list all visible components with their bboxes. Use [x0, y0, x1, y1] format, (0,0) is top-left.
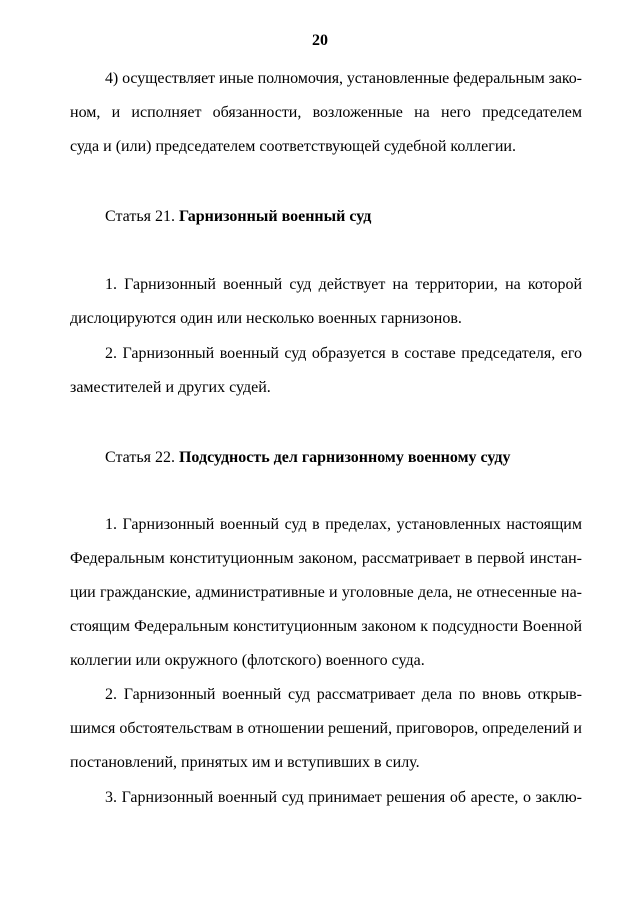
article-21-label: Статья 21. — [105, 208, 175, 225]
text-line: заместителей и других судей. — [70, 379, 271, 396]
article-22-paragraph-3 — [70, 781, 582, 815]
text-line: суда и (или) председателем соответствующей судебной коллегии. — [70, 138, 516, 155]
text-line: 2. Гарнизонный военный суд рассматривает дела по вновь открыв- — [105, 686, 582, 703]
text-line: 4) осуществляет иные полномочия, установленные федеральным зако- — [105, 70, 582, 87]
article-22-label: Статья 22. — [105, 449, 175, 466]
text-line: Федеральным конституционным законом, рассматривает в первой инстан- — [70, 550, 582, 567]
text-line: 2. Гарнизонный военный суд образуется в составе председателя, его — [105, 345, 582, 362]
text-line: ном, и исполняет обязанности, возложенные на него председателем — [70, 104, 582, 121]
page-number: 20 — [312, 32, 328, 49]
text-line: стоящим Федеральным конституционным законом к подсудности Военной — [70, 618, 582, 635]
text-line: дислоцируются один или несколько военных гарнизонов. — [70, 310, 462, 327]
article-21-paragraph-2 — [70, 337, 582, 405]
paragraph-item-4 — [70, 62, 582, 164]
article-22-paragraph-2 — [70, 678, 582, 780]
text-line: 3. Гарнизонный военный суд принимает решения об аресте, о заклю- — [105, 789, 582, 806]
article-21-heading — [105, 207, 585, 227]
text-line: ции гражданские, административные и уголовные дела, не отнесенные на- — [70, 584, 582, 601]
article-22-paragraph-1 — [70, 508, 582, 678]
text-line: 1. Гарнизонный военный суд в пределах, установленных настоящим — [105, 516, 582, 533]
text-line: коллегии или окружного (флотского) военного суда. — [70, 652, 425, 669]
text-line: шимся обстоятельствам в отношении решений, приговоров, определений и — [70, 720, 582, 737]
article-22-title: Подсудность дел гарнизонному военному суду — [178, 449, 511, 466]
article-22-heading — [105, 448, 585, 468]
article-21-paragraph-1 — [70, 268, 582, 336]
text-line: постановлений, принятых им и вступивших в силу. — [70, 754, 420, 771]
text-line: 1. Гарнизонный военный суд действует на территории, на которой — [105, 276, 582, 293]
article-21-title: Гарнизонный военный суд — [178, 208, 372, 225]
